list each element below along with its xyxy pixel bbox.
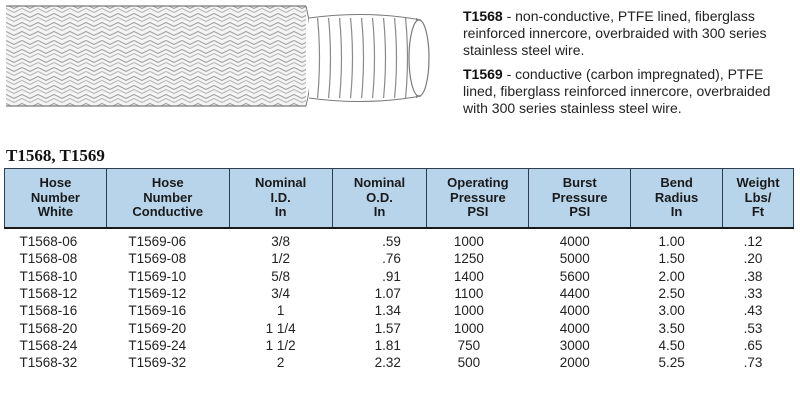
operating-pressure-cell: 750 — [457, 337, 481, 353]
t1568-code: T1568 — [463, 8, 503, 24]
bend-radius-cell: 1.00 — [658, 234, 685, 250]
hose-number-conductive-cell: T1569-12 — [128, 286, 187, 302]
nominal-id-cell: 3/4 — [271, 286, 291, 302]
t1568-text: - non-conductive, PTFE lined, fiberglass reinforced innercore, overbraided with 300 series stainless steel wire. — [463, 8, 767, 58]
table-row — [5, 285, 794, 302]
operating-pressure-cell: 1000 — [453, 234, 484, 250]
header-hose-number-conductive: Hose Number Conductive — [106, 169, 229, 229]
nominal-od-cell: .76 — [382, 251, 401, 267]
header-bend-radius: Bend Radius In — [631, 169, 723, 229]
table-row — [5, 302, 794, 319]
bend-radius-cell: 4.50 — [658, 337, 685, 353]
table-row — [5, 268, 794, 285]
burst-pressure-cell: 3000 — [559, 337, 590, 353]
operating-pressure-cell: 1100 — [454, 286, 484, 302]
hose-number-conductive-cell: T1569-08 — [128, 251, 187, 267]
bend-radius-cell: 2.00 — [658, 268, 685, 284]
hose-number-white-cell: T1568-06 — [19, 234, 78, 250]
hose-number-white-cell: T1568-32 — [19, 355, 78, 371]
table-row — [5, 319, 794, 336]
header-nominal-id: Nominal I.D. In — [229, 169, 332, 229]
operating-pressure-cell: 1250 — [453, 251, 484, 267]
table-row — [5, 250, 794, 267]
hose-number-conductive-cell: T1569-06 — [128, 234, 187, 250]
table-row — [5, 354, 794, 371]
header-nominal-od: Nominal O.D. In — [332, 169, 427, 229]
nominal-id-cell: 1/2 — [271, 251, 291, 267]
hose-number-conductive-cell: T1569-20 — [128, 320, 187, 336]
operating-pressure-cell: 1000 — [453, 303, 484, 319]
weight-cell: .33 — [743, 286, 763, 302]
burst-pressure-cell: 4000 — [559, 303, 590, 319]
weight-cell: .65 — [743, 337, 763, 353]
weight-cell: .43 — [743, 303, 763, 319]
operating-pressure-cell: 500 — [457, 355, 481, 371]
weight-cell: .20 — [743, 251, 763, 267]
bend-radius-cell: 3.00 — [658, 303, 685, 319]
t1569-code: T1569 — [463, 66, 503, 82]
header-burst-pressure: Burst Pressure PSI — [529, 169, 631, 229]
burst-pressure-cell: 4000 — [559, 320, 590, 336]
nominal-od-cell: 1.81 — [374, 337, 401, 353]
nominal-od-cell: .91 — [382, 268, 401, 284]
t1569-description — [463, 66, 793, 117]
nominal-id-cell: 5/8 — [271, 268, 291, 284]
hose-number-white-cell: T1568-24 — [19, 337, 78, 353]
t1568-description — [463, 8, 793, 59]
burst-pressure-cell: 4000 — [559, 234, 590, 250]
table-row — [5, 337, 794, 354]
header-hose-number-white: Hose Number White — [5, 169, 107, 229]
weight-cell: .73 — [743, 355, 763, 371]
nominal-od-cell: .59 — [382, 234, 401, 250]
hose-number-conductive-cell: T1569-24 — [128, 337, 187, 353]
nominal-od-cell: 2.32 — [374, 355, 401, 371]
hose-spec-table — [4, 168, 794, 371]
table-header-row — [5, 169, 794, 229]
hose-number-white-cell: T1568-16 — [19, 303, 78, 319]
hose-number-white-cell: T1568-10 — [19, 268, 78, 284]
hose-number-conductive-cell: T1569-32 — [128, 355, 187, 371]
burst-pressure-cell: 4400 — [559, 286, 590, 302]
header-operating-pressure: Operating Pressure PSI — [427, 169, 529, 229]
nominal-id-cell: 1 1/2 — [265, 337, 296, 353]
nominal-id-cell: 1 1/4 — [265, 320, 296, 336]
table-row — [5, 228, 794, 250]
nominal-od-cell: 1.57 — [374, 320, 401, 336]
hose-number-conductive-cell: T1569-16 — [128, 303, 187, 319]
bend-radius-cell: 3.50 — [658, 320, 685, 336]
bend-radius-cell: 1.50 — [658, 251, 685, 267]
hose-number-conductive-cell: T1569-10 — [128, 268, 187, 284]
hose-number-white-cell: T1568-08 — [19, 251, 78, 267]
weight-cell: .53 — [743, 320, 763, 336]
hose-number-white-cell: T1568-12 — [19, 286, 78, 302]
burst-pressure-cell: 2000 — [559, 355, 590, 371]
section-title: T1568, T1569 — [6, 146, 105, 165]
bend-radius-cell: 5.25 — [658, 355, 685, 371]
nominal-id-cell: 3/8 — [271, 234, 291, 250]
nominal-id-cell: 1 — [276, 303, 285, 319]
operating-pressure-cell: 1000 — [453, 320, 484, 336]
nominal-od-cell: 1.07 — [374, 286, 401, 302]
hose-number-white-cell: T1568-20 — [19, 320, 78, 336]
burst-pressure-cell: 5000 — [559, 251, 590, 267]
bend-radius-cell: 2.50 — [658, 286, 685, 302]
operating-pressure-cell: 1400 — [453, 268, 484, 284]
header-weight: Weight Lbs/ Ft — [723, 169, 794, 229]
nominal-od-cell: 1.34 — [374, 303, 401, 319]
burst-pressure-cell: 5600 — [559, 268, 590, 284]
braided-hose-illustration — [6, 4, 436, 112]
t1569-text: - conductive (carbon impregnated), PTFE lined, fiberglass reinforced innercore, overbraided with 300 series stainless steel wire. — [463, 66, 771, 116]
weight-cell: .12 — [743, 234, 763, 250]
nominal-id-cell: 2 — [276, 355, 285, 371]
weight-cell: .38 — [743, 268, 763, 284]
